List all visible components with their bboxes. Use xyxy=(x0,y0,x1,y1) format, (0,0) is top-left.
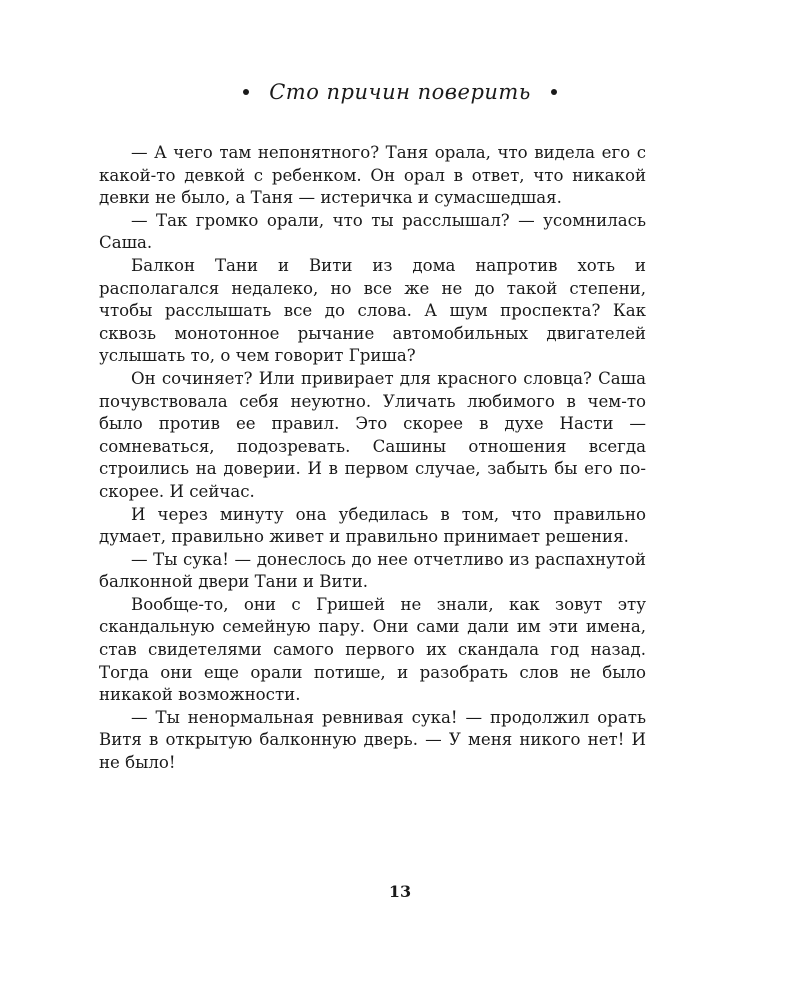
paragraph: Вообще-то, они с Гришей не знали, как зовут эту скандальную семейную пару. Они сами дали им эти имена, став свидетелями самого первого их скандала год назад. Тогда они еще орали потише, и разобрать слов не было никакой возможности. xyxy=(99,594,646,705)
running-header-title: Сто причин поверить xyxy=(269,80,531,104)
paragraph: — Ты сука! — донеслось до нее отчетливо из распахнутой балконной двери Тани и Вити. xyxy=(99,549,646,592)
paragraph: И через минуту она убедилась в том, что правильно думает, правильно живет и правильно принимает решения. xyxy=(99,504,646,547)
paragraph: Балкон Тани и Вити из дома напротив хоть и располагался недалеко, но все же не до такой степени, чтобы расслышать все до слова. А шум проспекта? Как сквозь монотонное рычание автомобильных двигателей услышать то, о чем говорит Гриша? xyxy=(99,255,646,366)
page-number: 13 xyxy=(388,882,412,901)
paragraph: — Так громко орали, что ты расслышал? — усомнилась Саша. xyxy=(99,210,646,253)
running-header xyxy=(0,80,800,104)
bullet-left-icon xyxy=(243,89,249,95)
paragraph: Он сочиняет? Или привирает для красного словца? Саша почувствовала себя неуютно. Уличать любимого в чем-то было против ее правил. Это скорее в духе Насти — сомневаться, подозревать. Сашины отношения всегда строились на доверии. И в первом случае, забыть бы его поскорее. И сейчас. xyxy=(99,368,646,501)
paragraph: — Ты ненормальная ревнивая сука! — продолжил орать Витя в открытую балконную дверь. — У меня никого нет! И не было! xyxy=(99,707,646,773)
bullet-right-icon xyxy=(551,89,557,95)
body-text xyxy=(99,142,646,775)
paragraph: — А чего там непонятного? Таня орала, что видела его с какой-то девкой с ребенком. Он орал в ответ, что никакой девки не было, а Таня — истеричка и сумасшедшая. xyxy=(99,143,646,208)
